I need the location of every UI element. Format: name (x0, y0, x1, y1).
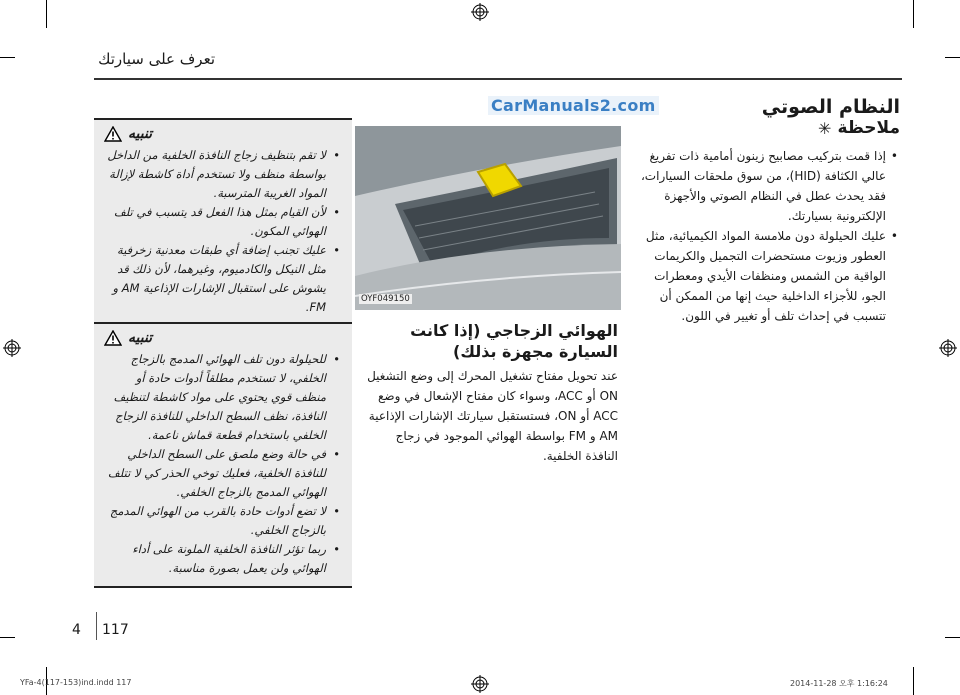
footer-file-slug: YFa-4(117-153)ind.indd 117 (20, 678, 132, 687)
list-item: • عليك تجنب إضافة أي طبقات معدنية زخرفية مثل النيكل والكادميوم، وغيرهما، لأن ذلك قد يشوش على استقبال الإشارات الإذاعية AM و FM. (104, 241, 328, 317)
antenna-title: الهوائي الزجاجي (إذا كانت السيارة مجهزة بذلك) (410, 321, 618, 361)
section-title: النظام الصوتي (761, 96, 900, 118)
registration-mark-icon (939, 339, 957, 357)
list-item: • لأن القيام بمثل هذا الفعل قد يتسبب في تلف الهوائي المكون. (104, 203, 328, 241)
running-header: تعرف على سيارتك (98, 50, 215, 68)
warning-triangle-icon (104, 330, 122, 346)
image-code: OYF049150 (361, 294, 410, 304)
list-item: • في حالة وضع ملصق على السطح الداخلي للنافذة الخلفية، فعليك توخي الحذر كي لا تتلف الهوائي المدمج بالزجاج الخلفي. (104, 445, 328, 502)
caution-box (94, 118, 352, 327)
registration-mark-icon (471, 3, 489, 21)
header-rule (94, 78, 902, 80)
crop-mark (0, 637, 15, 638)
caution-title: تنبيه (128, 126, 153, 142)
folio-divider (96, 612, 97, 640)
crop-mark (913, 667, 914, 695)
registration-mark-icon (471, 675, 489, 693)
antenna-body: عند تحويل مفتاح تشغيل المحرك إلى وضع التشغيل ON أو ACC، وسواء كان مفتاح الإشعال في وضع ACC أو ON، فستستقبل سيارتك الإشارات الإذاعية AM و FM بواسطة الهوائي الموجود في زجاج النافذة الخلفية. (367, 369, 618, 463)
footer-date-slug: 2014-11-28 오후 1:16:24 (790, 679, 888, 688)
list-item: • للحيلولة دون تلف الهوائي المدمج بالزجاج الخلفي، لا تستخدم مطلقاً أدوات حادة أو منظف قوي يحتوي على مواد كاشطة لتنظيف النافذة، نظف السطح الداخلي للنافذة الزجاج الخلفي باستخدام قطعة قماش ناعمة. (104, 350, 328, 445)
note-body (630, 146, 900, 326)
caution-title: تنبيه (128, 330, 153, 346)
crop-mark (913, 0, 914, 28)
chapter-number: 4 (72, 622, 81, 638)
list-item: • إذا قمت بتركيب مصابيح زينون أمامية ذات تفريغ عالي الكثافة (HID)، من سوق ملحقات السيارات، فقد يحدث عطل في النظام الصوتي والأجهزة الإلكترونية بسيارتك. (630, 146, 886, 226)
asterisk-icon: ✳ (818, 118, 832, 138)
crop-mark (46, 0, 47, 28)
crop-mark (945, 637, 960, 638)
list-item: • عليك الحيلولة دون ملامسة المواد الكيميائية، مثل العطور وزيوت مستحضرات التجميل والكريمات الواقية من الشمس ومنظفات الأيدي ومعطرات الجو، للأجزاء الداخلية حيث إنها من الممكن أن تتسبب في إحداث تلف أو تغيير في اللون. (630, 226, 886, 326)
rear-window-photo (355, 126, 621, 310)
page-number: 117 (102, 622, 129, 638)
note-label: ملاحظة (837, 118, 900, 138)
car-rear-window-illustration (355, 126, 621, 310)
warning-triangle-icon (104, 126, 122, 142)
note-heading (818, 118, 900, 138)
watermark: CarManuals2.com (488, 96, 659, 115)
list-item: • لا تقم بتنظيف زجاج النافذة الخلفية من الداخل بواسطة منظف ولا تستخدم أداة كاشطة لإزالة المواد الغريبة المترسبة. (104, 146, 328, 203)
caution-heading (104, 126, 342, 142)
caution-heading (104, 330, 342, 346)
crop-mark (0, 57, 15, 58)
list-item: • لا تضع أدوات حادة بالقرب من الهوائي المدمج بالزجاج الخلفي. (104, 502, 328, 540)
caution-box (94, 322, 352, 588)
registration-mark-icon (3, 339, 21, 357)
list-item: • ربما تؤثر النافذة الخلفية الملونة على أداء الهوائي ولن يعمل بصورة مناسبة. (104, 540, 328, 578)
crop-mark (945, 57, 960, 58)
